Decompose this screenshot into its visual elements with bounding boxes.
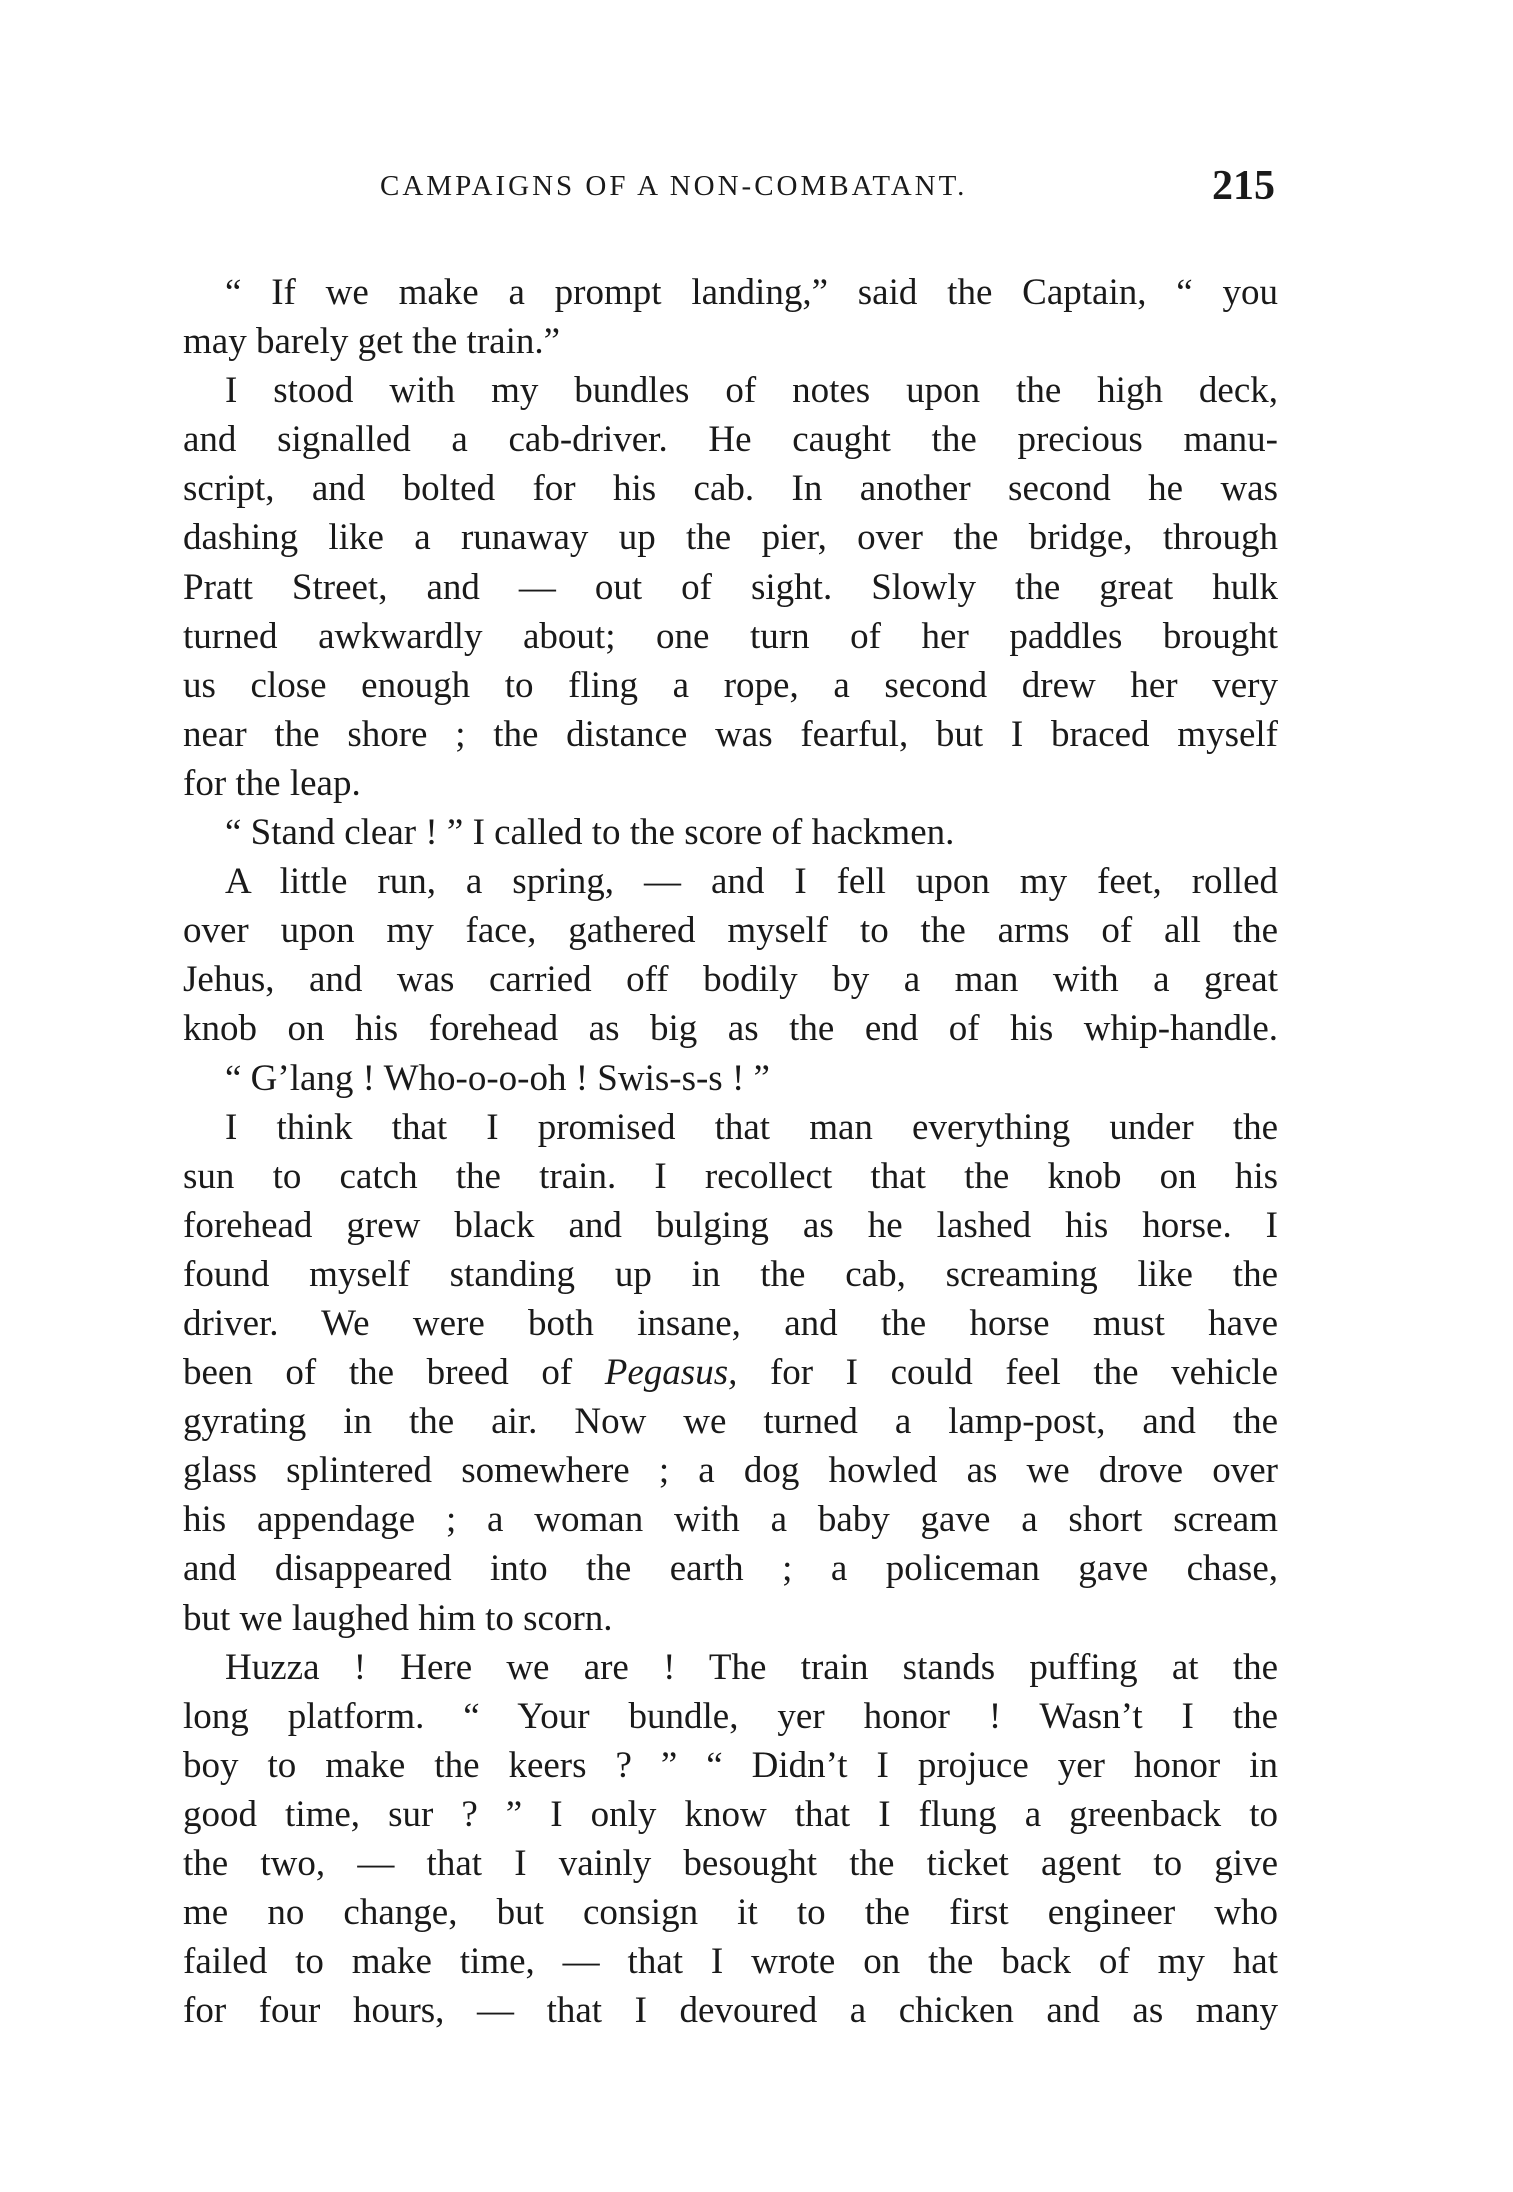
text-line: I stood with my bundles of notes upon the high deck, (225, 370, 1278, 412)
running-head (185, 162, 1275, 222)
text-line: driver. We were both insane, and the horse must have (183, 1302, 1278, 1344)
text-line: may barely get the train.” (183, 321, 561, 363)
text-segment: for I could feel the vehicle (737, 1352, 1279, 1394)
text-line: the two, — that I vainly besought the ticket agent to give (183, 1843, 1278, 1884)
text-line: near the shore ; the distance was fearful, but I braced myself (183, 713, 1278, 755)
text-line: and disappeared into the earth ; a policeman gave chase, (183, 1548, 1278, 1590)
text-line: long platform. “ Your bundle, yer honor ! Wasn’t I the (183, 1695, 1278, 1737)
running-title: CAMPAIGNS OF A NON-COMBATANT. (380, 170, 968, 202)
text-line: failed to make time, — that I wrote on the back of my hat (183, 1941, 1278, 1983)
text-line: glass splintered somewhere ; a dog howled as we drove over (183, 1450, 1278, 1492)
text-line: A little run, a spring, — and I fell upon my feet, rolled (225, 861, 1278, 903)
text-line: “ Stand clear ! ” I called to the score of hackmen. (225, 812, 955, 854)
text-line: sun to catch the train. I recollect that the knob on his (183, 1155, 1278, 1197)
text-line: but we laughed him to scorn. (183, 1597, 613, 1639)
text-line: knob on his forehead as big as the end of his whip-handle. (183, 1008, 1278, 1050)
text-line: “ If we make a prompt landing,” said the Captain, “ you (225, 272, 1278, 313)
text-line: his appendage ; a woman with a baby gave a short scream (183, 1499, 1278, 1541)
text-line (183, 1348, 1278, 1397)
text-line: good time, sur ? ” I only know that I flung a greenback to (183, 1793, 1278, 1835)
text-line: for the leap. (183, 762, 361, 804)
text-line: found myself standing up in the cab, screaming like the (183, 1253, 1278, 1295)
text-line: I think that I promised that man everything under the (225, 1106, 1278, 1148)
text-line: boy to make the keers ? ” “ Didn’t I projuce yer honor in (183, 1744, 1278, 1786)
text-line: and signalled a cab-driver. He caught the precious manu- (183, 419, 1278, 461)
text-line: over upon my face, gathered myself to the arms of all the (183, 910, 1278, 952)
text-line: turned awkwardly about; one turn of her paddles brought (183, 615, 1278, 657)
text-line: forehead grew black and bulging as he lashed his horse. I (183, 1204, 1278, 1246)
text-line: us close enough to fling a rope, a second drew her very (183, 664, 1278, 706)
text-line: gyrating in the air. Now we turned a lamp-post, and the (183, 1401, 1278, 1443)
text-segment: been of the breed of (183, 1352, 605, 1394)
body-text (183, 268, 1278, 2035)
text-line: Jehus, and was carried off bodily by a man with a great (183, 959, 1278, 1001)
text-line: for four hours, — that I devoured a chicken and as many (183, 1990, 1278, 2032)
text-line: “ G’lang ! Who-o-o-oh ! Swis-s-s ! ” (225, 1057, 770, 1099)
italic-term: Pegasus, (604, 1352, 738, 1394)
text-line: dashing like a runaway up the pier, over the bridge, through (183, 517, 1278, 559)
text-line: script, and bolted for his cab. In another second he was (183, 468, 1278, 510)
page-number: 215 (1212, 163, 1275, 209)
text-line: me no change, but consign it to the first engineer who (183, 1892, 1278, 1934)
text-line: Pratt Street, and — out of sight. Slowly the great hulk (183, 566, 1278, 608)
text-line: Huzza ! Here we are ! The train stands puffing at the (225, 1646, 1278, 1688)
